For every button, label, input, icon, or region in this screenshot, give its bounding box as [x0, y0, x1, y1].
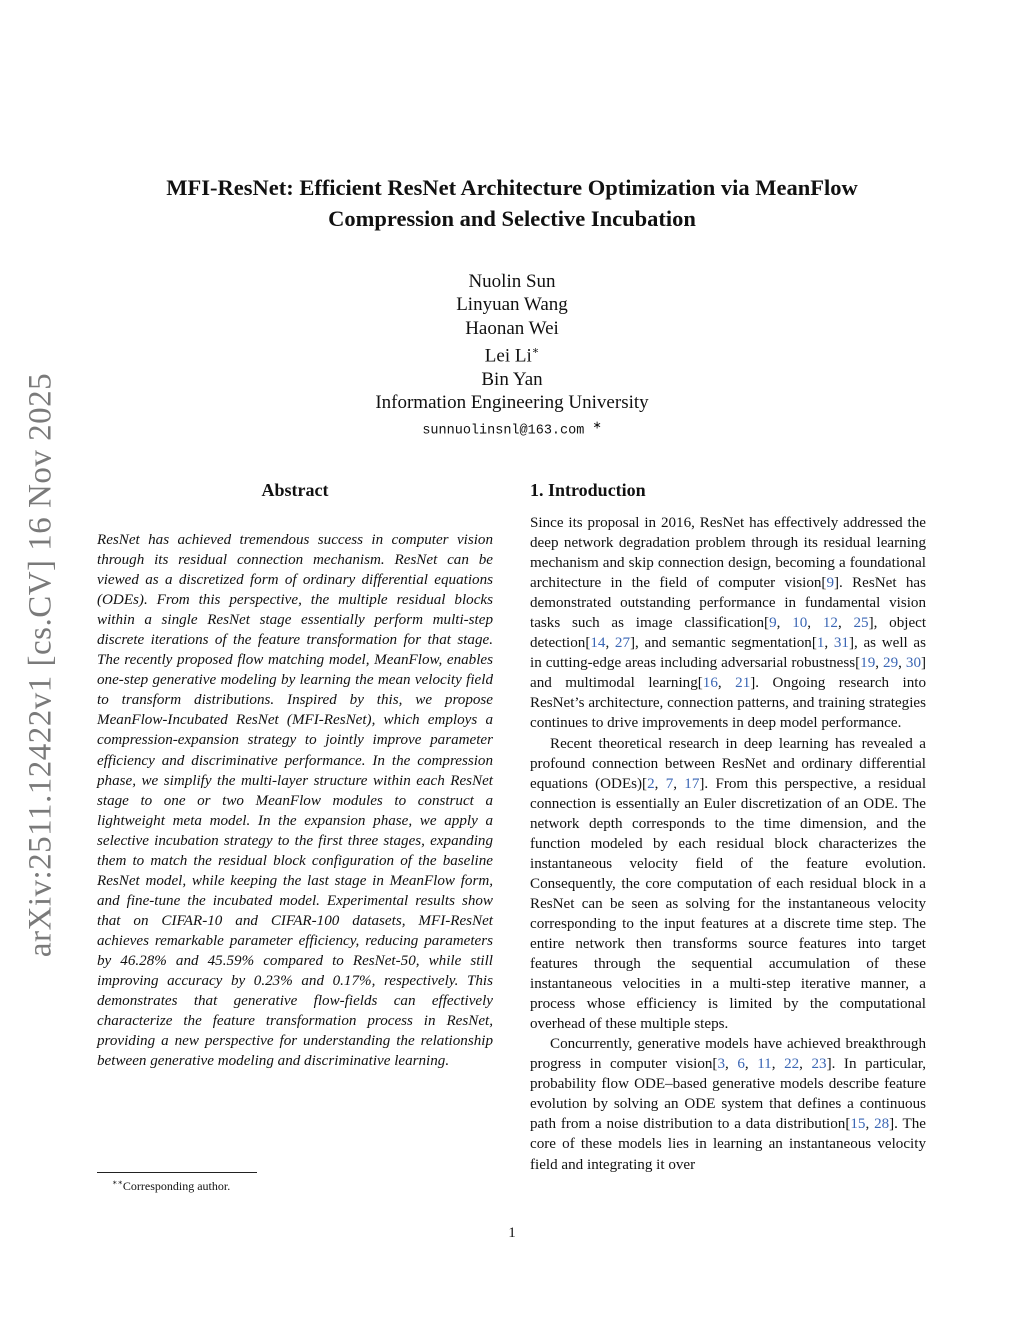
intro-paragraph-1: Since its proposal in 2016, ResNet has effectively addressed the deep network degradation problem through its residual learning mechanism and skip connection design, becoming a foundational architecture in the field of computer vision[9]. ResNet has demonstrated outstanding performance in fundamental vision tasks such as image classification[9, 10, 12, 25], object detection[14, 27], and semantic segmentation[1, 31], as well as in cutting-edge areas including adversarial robustness[19, 29, 30] and multimodal learning[16, 21]. Ongoing research into ResNet’s architecture, connection patterns, and training strategies continues to drive improvements in deep model performance.	[530, 515, 927, 732]
footnote	[112, 1178, 230, 1194]
intro-paragraph-3: Concurrently, generative models have achieved breakthrough progress in computer vision[3, 6, 11, 22, 23]. In particular, probability flow ODE–based generative models describe feature evolution by solving an ODE system that defines a continuous path from a noise distribution to a data distribution[15, 28]. The core of these models lies in learning an instantaneous velocity field and integrating it over	[530, 1036, 927, 1173]
citation-link[interactable]: 23	[811, 1056, 827, 1073]
abstract-text: ResNet has achieved tremendous success in computer vision through its residual connection mechanism. ResNet can be viewed as a discretized form of ordinary differential equations (ODEs). From this perspective, the multiple residual blocks within a single ResNet stage essentially perform multi-step discrete iterations of the feature transformation for that stage. The recently proposed flow matching model, MeanFlow, enables one-step generative modeling by learning the mean velocity field to transform distributions. Inspired by this, we propose MeanFlow-Incubated ResNet (MFI-ResNet), which employs a compression-expansion strategy to jointly improve parameter efficiency and discriminative performance. In the compression phase, we simplify the multi-layer structure within each ResNet stage to one or two MeanFlow modules to construct a lightweight meta model. In the expansion phase, we apply a selective incubation strategy to the first three stages, expanding them to match the residual block configuration of the baseline ResNet model, while keeping the last stage in MeanFlow form, and fine-tune the incubated model. Experimental results show that on CIFAR-10 and CIFAR-100 datasets, MFI-ResNet achieves remarkable parameter efficiency, reducing parameters by 46.28% and 45.59% compared to ResNet-50, while still improving accuracy by 0.23% and 0.17%, respectively. This demonstrates that generative flow-fields can effectively characterize the feature transformation process in ResNet, providing a new perspective for understanding the relationship between generative modeling and discriminative learning.	[97, 532, 493, 1070]
arxiv-identifier: arXiv:2511.12422v1 [cs.CV] 16 Nov 2025	[22, 372, 59, 958]
citation-link[interactable]: 6	[737, 1056, 745, 1073]
author-name: Haonan Wei	[465, 317, 559, 339]
citation-link[interactable]: 2	[647, 775, 655, 792]
citation-link[interactable]: 9	[769, 615, 777, 632]
intro-paragraph-2: Recent theoretical research in deep learning has revealed a profound connection between ResNet and ordinary differential equations (ODEs)[2, 7, 17]. From this perspective, a residual connection is essentially an Euler discretization of an ODE. The network depth corresponds to the time dimension, and the function modeled by each residual block characterizes the instantaneous velocity field of the feature evolution. Consequently, the core computation of each residual block in a ResNet can be seen as solving for the instantaneous velocity corresponding to the input features at a discrete time step. The entire network then transforms source features into target features through the sequential accumulation of these instantaneous velocities in a multi-step iterative manner, a process whose efficiency is limited by the computational overhead of these multiple steps.	[530, 735, 927, 1033]
citation-link[interactable]: 14	[590, 635, 606, 652]
citation-link[interactable]: 11	[757, 1056, 772, 1073]
citation-link[interactable]: 27	[614, 635, 631, 652]
author-block	[0, 270, 1024, 443]
author-name: Nuolin Sun	[468, 271, 556, 292]
citation-link[interactable]: 7	[665, 775, 674, 792]
author-name: Lei Li	[484, 345, 532, 367]
citation-link[interactable]: 1	[816, 635, 825, 652]
citation-link[interactable]: 3	[717, 1056, 725, 1073]
citation-link[interactable]: 10	[792, 615, 808, 632]
citation-link[interactable]: 30	[905, 655, 921, 672]
title-line-2: Compression and Selective Incubation	[328, 206, 696, 231]
author-name: Bin Yan	[481, 368, 543, 390]
author-name-corresponding	[0, 340, 1024, 368]
title-line-1: MFI-ResNet: Efficient ResNet Architecture Optimization via MeanFlow	[166, 175, 858, 200]
citation-link[interactable]: 16	[702, 675, 718, 692]
email-mark: ∗	[592, 419, 602, 432]
citation-link[interactable]: 25	[853, 615, 869, 632]
email-address[interactable]: sunnuolinsnl@163.com	[422, 423, 585, 439]
arxiv-side-stamp	[14, 370, 68, 960]
paper-title	[100, 172, 924, 234]
citation-link[interactable]: 29	[883, 655, 899, 672]
affiliation: Information Engineering University	[375, 391, 649, 413]
footnote-rule	[97, 1172, 257, 1173]
citation-link[interactable]: 21	[735, 675, 751, 692]
corresponding-mark: ∗	[531, 344, 540, 357]
citation-link[interactable]: 19	[860, 655, 876, 672]
abstract-heading: Abstract	[261, 480, 329, 500]
citation-link[interactable]: 17	[684, 775, 700, 792]
footnote-mark: ∗∗	[112, 1178, 123, 1187]
email-line	[0, 414, 1024, 443]
citation-link[interactable]: 15	[850, 1116, 866, 1133]
page-number: 1	[508, 1225, 516, 1241]
citation-link[interactable]: 12	[822, 615, 838, 632]
citation-link[interactable]: 31	[833, 635, 849, 652]
citation-link[interactable]: 22	[784, 1056, 800, 1073]
introduction-text	[530, 513, 926, 1175]
citation-link[interactable]: 9	[826, 575, 834, 592]
footnote-text: Corresponding author.	[122, 1179, 231, 1193]
author-name: Linyuan Wang	[456, 294, 568, 316]
citation-link[interactable]: 28	[874, 1116, 890, 1133]
introduction-heading: 1. Introduction	[530, 480, 646, 500]
